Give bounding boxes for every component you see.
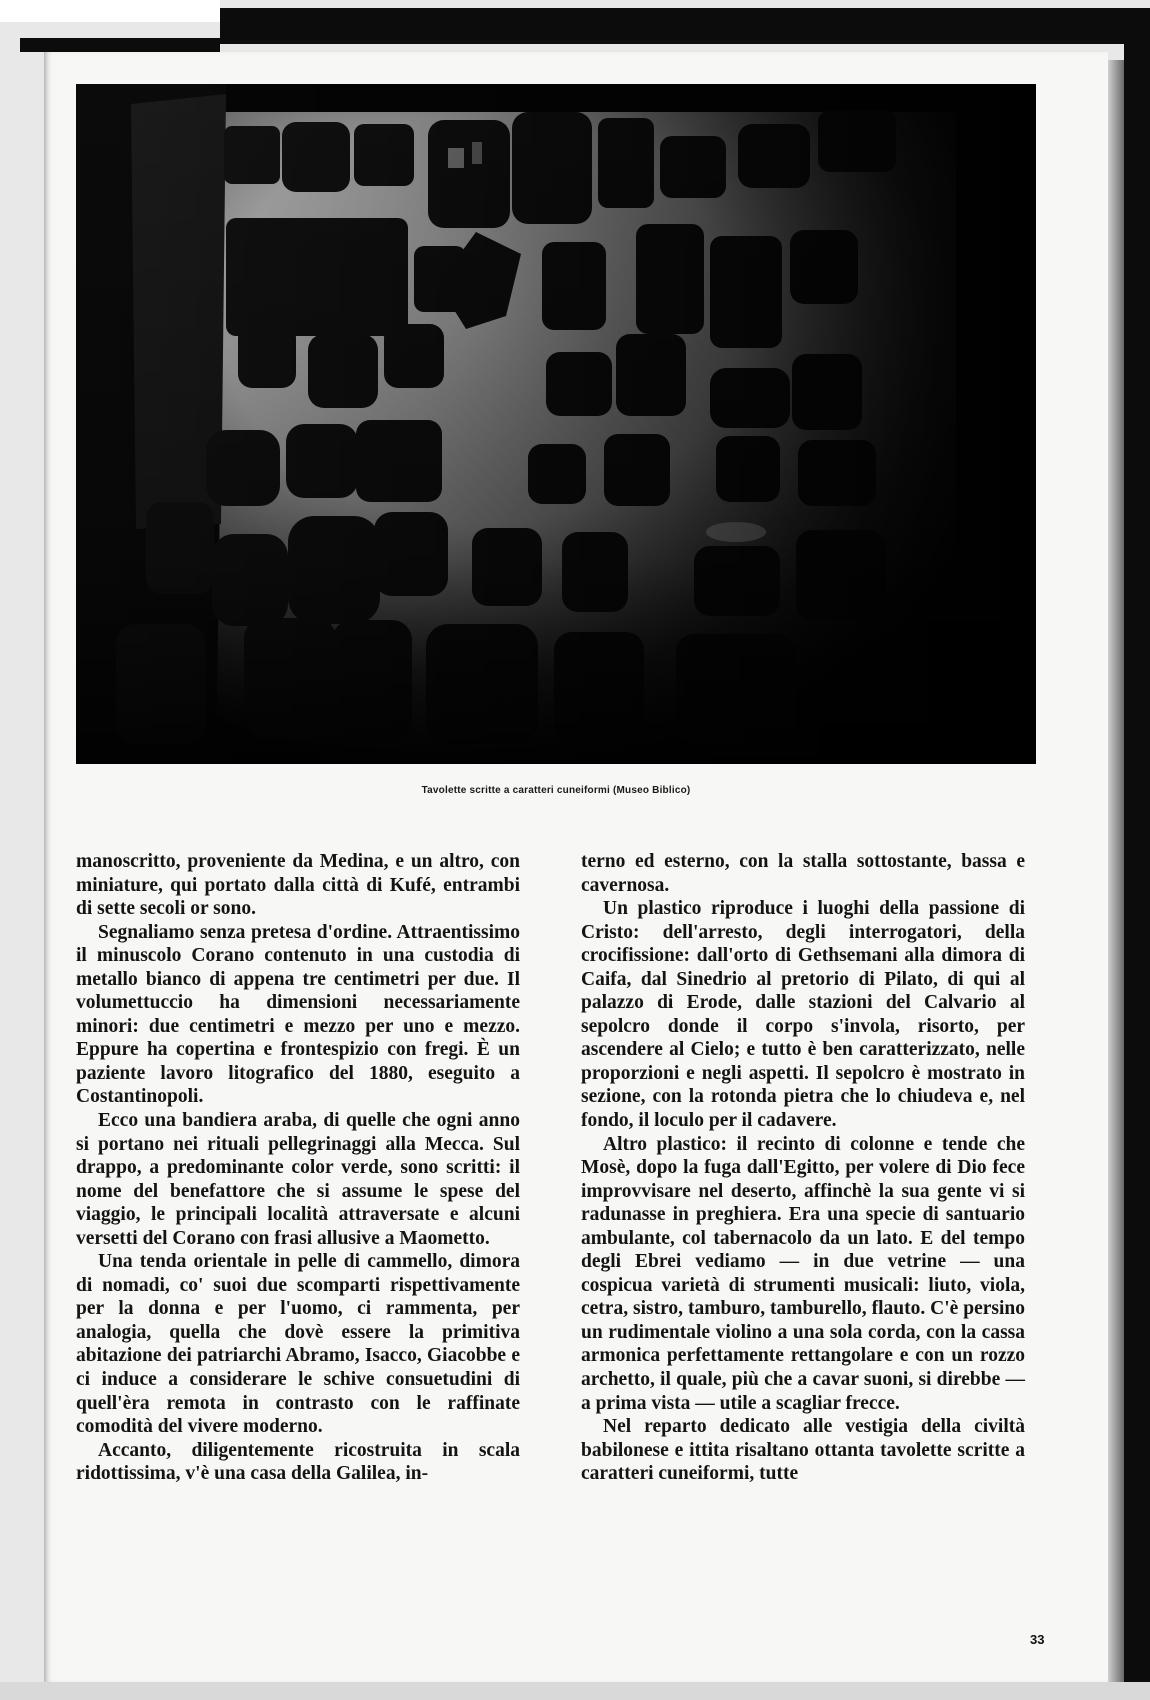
cuneiform-tablets-photo (76, 84, 1036, 764)
scan-edge-bottom (0, 1682, 1150, 1700)
scan-edge-light (0, 0, 220, 22)
page-gutter-shadow (1108, 60, 1124, 1700)
scan-edge-right (1124, 8, 1150, 1700)
paragraph: Una tenda orientale in pelle di cammello, dimora di nomadi, co' suoi due scomparti rispettivamente per la donna e per l'uomo, ci rammenta, per analogia, quella che dovè essere la primitiva abitazione dei patriarchi Abramo, Isacco, Giacobbe e ci induce a considerare le schive consuetudini di quell'èra remota in contrasto con le raffinate comodità del vivere moderno. (76, 1251, 520, 1438)
photo-caption: Tavolette scritte a caratteri cuneiformi (Museo Biblico) (421, 785, 691, 796)
paragraph: terno ed esterno, con la stalla sottostante, bassa e cavernosa. (581, 851, 1025, 896)
text-column-left (76, 850, 520, 1486)
paragraph: Nel reparto dedicato alle vestigia della civiltà babilonese e ittita risaltano ottanta tavolette scritte a caratteri cuneiformi, tutte (581, 1416, 1025, 1485)
paragraph: manoscritto, proveniente da Medina, e un altro, con miniature, qui portato dalla città di Kufé, entrambi di sette secoli or sono. (76, 851, 520, 920)
scan-edge-strip (20, 38, 220, 52)
paragraph: Ecco una bandiera araba, di quelle che ogni anno si portano nei rituali pellegrinaggi alla Mecca. Sul drappo, a predominante color verde, sono scritti: il nome del benefattore che si assume le spese del viaggio, le principali località attraversate e alcuni versetti del Corano con frasi allusive a Maometto. (76, 1110, 520, 1249)
photo-illustration (76, 84, 1036, 764)
page-number: 33 (1030, 1632, 1045, 1647)
scan-edge-top (220, 8, 1150, 44)
paragraph: Segnaliamo senza pretesa d'ordine. Attraentissimo il minuscolo Corano contenuto in una custodia di metallo bianco di appena tre centimetri per due. Il volumettuccio ha dimensioni necessariamente minori: due centimetri e mezzo per uno e mezzo. Eppure ha copertina e frontespizio con fregi. È un paziente lavoro litografico del 1880, eseguito a Costantinopoli. (76, 921, 520, 1108)
paragraph: Un plastico riproduce i luoghi della passione di Cristo: dell'arresto, degli interrogatori, della crocifissione: dall'orto di Gethsemani alla dimora di Caifa, dal Sinedrio al pretorio di Pilato, di qui al palazzo di Erode, dalle stazioni del Calvario al sepolcro donde il corpo s'invola, risorto, per ascendere al Cielo; e tutto è ben caratterizzato, nelle proporzioni e negli aspetti. Il sepolcro è mostrato in sezione, con la rotonda pietra che lo chiudeva e, nel fondo, il loculo per il cadavere. (581, 898, 1025, 1132)
paragraph: Altro plastico: il recinto di colonne e tende che Mosè, dopo la fuga dall'Egitto, per volere di Dio fece improvvisare nel deserto, affinchè la sua gente vi si radunasse in preghiera. Era una specie di santuario ambulante, col tabernacolo da un lato. E del tempo degli Ebrei vediamo — in due vetrine — una cospicua varietà di strumenti musicali: liuto, viola, cetra, sistro, tamburo, tamburello, flauto. C'è persino un rudimentale violino a una sola corda, con la cassa armonica perfettamente rettangolare e con un rozzo archetto, il quale, più che a cavar suoni, si direbbe — a prima vista — utile a scagliar frecce. (581, 1133, 1025, 1414)
paragraph: Accanto, diligentemente ricostruita in scala ridottissima, v'è una casa della Galilea, in- (76, 1439, 520, 1485)
text-column-right (581, 850, 1025, 1486)
